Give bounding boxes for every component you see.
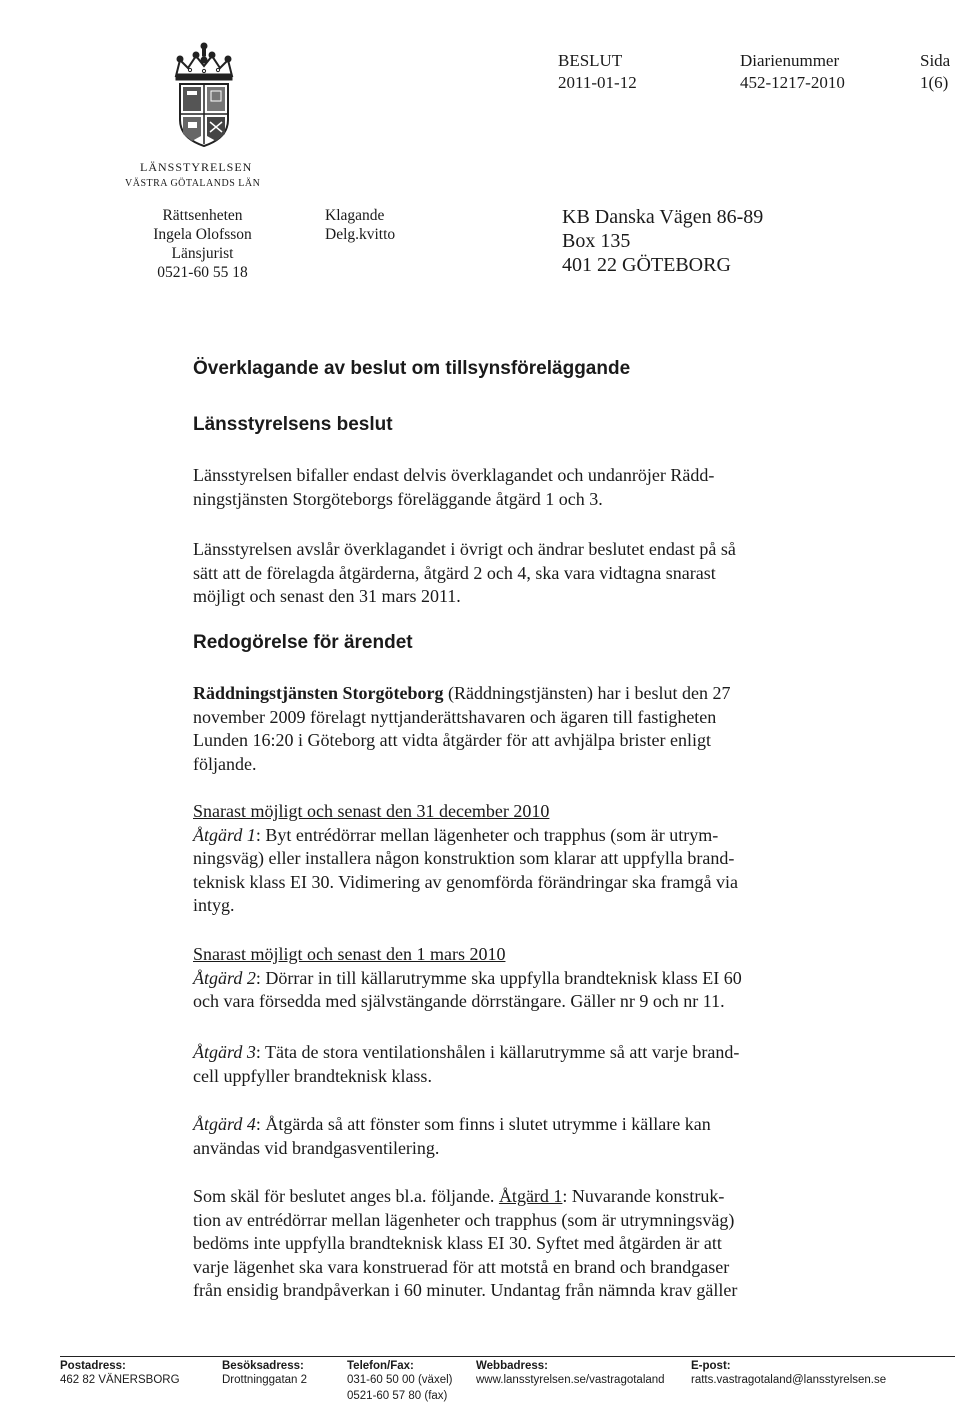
- action-label: Åtgärd 2: [193, 967, 256, 988]
- footer-web-label: Webbadress:: [476, 1360, 549, 1372]
- reg-number: 452-1217-2010: [740, 73, 845, 92]
- text-span: : Täta de stora ventilationshålen i källarutrymme så att varje brand-: [255, 1042, 740, 1062]
- footer-email-link[interactable]: ratts.vastragotaland@lansstyrelsen.se: [691, 1374, 887, 1386]
- footer-postal-value: 462 82 VÄNERSBORG: [60, 1374, 180, 1386]
- text-line: Lunden 16:20 i Göteborg att vidta åtgärder för att avhjälpa brister enligt: [193, 730, 712, 750]
- text-line: följande.: [193, 753, 257, 774]
- action-2-block: [193, 943, 818, 1014]
- footer-visit: [222, 1360, 307, 1388]
- agency-name: LÄNSSTYRELSEN: [140, 160, 253, 174]
- text-span: : Åtgärda så att fönster som finns i slutet utrymme i källare kan: [255, 1114, 711, 1134]
- doc-type: BESLUT: [558, 51, 623, 70]
- text-line: ningsväg) eller installera någon konstruktion som klarar att uppfylla brand-: [193, 848, 735, 868]
- action-label: Åtgärd 3: [193, 1042, 256, 1062]
- action-4-block: [193, 1113, 818, 1160]
- text-span: (Räddningstjänsten) har i beslut den 27: [443, 683, 731, 703]
- text-line: [193, 967, 818, 991]
- text-line: Länsstyrelsen avslår överklagandet i övrigt och ändrar beslutet endast på så: [193, 539, 736, 559]
- contact-block: [125, 206, 280, 282]
- contact-person: Ingela Olofsson: [153, 226, 252, 243]
- text-span: : Nuvarande konstruk-: [562, 1186, 725, 1206]
- appellant-block: [325, 206, 395, 244]
- contact-phone: 0521-60 55 18: [157, 264, 248, 281]
- action-label: Åtgärd 4: [193, 1114, 256, 1134]
- text-span: : Dörrar in till källarutrymme ska uppfylla brandteknisk klass EI 60: [255, 967, 742, 988]
- text-line: cell uppfyller brandteknisk klass.: [193, 1065, 432, 1086]
- paragraph-decision-2: [193, 538, 818, 609]
- action-3-block: [193, 1041, 818, 1088]
- text-line: varje lägenhet ska vara konstruerad för att motstå en brand och brandgaser: [193, 1256, 730, 1277]
- deadline-heading-1: Snarast möjligt och senast den 31 december 2010: [193, 801, 550, 821]
- delivery-method: Delg.kvitto: [325, 226, 396, 243]
- text-line: november 2009 förelagt nyttjanderättshavaren och ägaren till fastigheten: [193, 706, 717, 727]
- footer-visit-value: Drottninggatan 2: [222, 1374, 308, 1386]
- footer-phone-label: Telefon/Fax:: [347, 1360, 414, 1372]
- appellant-label: Klagande: [325, 207, 385, 224]
- paragraph-decision-1: [193, 464, 818, 511]
- text-line: sätt att de förelagda åtgärderna, åtgärd 2 och 4, ska vara vidtagna snarast: [193, 562, 716, 583]
- footer-email-label: E-post:: [691, 1360, 731, 1372]
- footer-postal: [60, 1360, 180, 1388]
- footer-fax-value: 0521-60 57 80 (fax): [347, 1390, 448, 1402]
- footer-visit-label: Besöksadress:: [222, 1360, 304, 1372]
- section-heading-decision: Länsstyrelsens beslut: [193, 414, 393, 435]
- contact-unit: Rättsenheten: [162, 207, 243, 224]
- recipient-address: [562, 205, 763, 277]
- paragraph-reasons: [193, 1185, 818, 1303]
- text-line: möjligt och senast den 31 mars 2011.: [193, 586, 461, 606]
- text-line: [193, 1185, 818, 1209]
- text-span: Som skäl för beslutet anges bl.a. följande.: [193, 1186, 499, 1206]
- contact-role: Länsjurist: [171, 245, 234, 262]
- footer-phone-value: 031-60 50 00 (växel): [347, 1374, 453, 1386]
- footer-email: [691, 1360, 886, 1388]
- text-line: intyg.: [193, 895, 235, 915]
- section-heading-account: Redogörelse för ärendet: [193, 632, 413, 653]
- text-line: [193, 824, 818, 848]
- authority-name: Räddningstjänsten Storgöteborg: [193, 683, 444, 703]
- deadline-heading-2: Snarast möjligt och senast den 1 mars 2010: [193, 944, 506, 964]
- recipient-line2: Box 135: [562, 230, 631, 252]
- text-line: tion av entrédörrar mellan lägenheter och trapphus (som är utrymningsväg): [193, 1209, 735, 1230]
- text-line: bedöms inte uppfylla brandteknisk klass EI 30. Syftet med åtgärden är att: [193, 1233, 722, 1253]
- action-label: Åtgärd 1: [193, 824, 256, 845]
- footer-postal-label: Postadress:: [60, 1360, 126, 1372]
- document-title: Överklagande av beslut om tillsynsföreläggande: [193, 358, 631, 379]
- text-line: [193, 1113, 818, 1137]
- text-line: och vara försedda med självstängande dörrstängare. Gäller nr 9 och nr 11.: [193, 991, 725, 1011]
- text-line: teknisk klass EI 30. Vidimering av genomförda förändringar ska framgå via: [193, 871, 738, 892]
- text-line: [193, 682, 818, 706]
- text-line: från ensidig brandpåverkan i 60 minuter. Undantag från nämnda krav gäller: [193, 1280, 738, 1300]
- text-line: ningstjänsten Storgöteborgs föreläggande åtgärd 1 och 3.: [193, 488, 603, 509]
- text-line: Länsstyrelsen bifaller endast delvis överklagandet och undanröjer Rädd-: [193, 465, 715, 485]
- coat-of-arms-icon: [170, 40, 238, 148]
- doc-date: 2011-01-12: [558, 73, 637, 92]
- text-line: [193, 1041, 818, 1065]
- footer-web-link[interactable]: www.lansstyrelsen.se/vastragotaland: [476, 1374, 665, 1386]
- footer-phone: [347, 1360, 452, 1404]
- paragraph-account: [193, 682, 818, 776]
- text-span: : Byt entrédörrar mellan lägenheter och trapphus (som är utrym-: [255, 824, 719, 845]
- recipient-line3: 401 22 GÖTEBORG: [562, 254, 731, 276]
- agency-county: VÄSTRA GÖTALANDS LÄN: [125, 178, 261, 189]
- action-reference: Åtgärd 1: [498, 1186, 563, 1206]
- page-label: Sida: [920, 51, 951, 70]
- page-value: 1(6): [920, 73, 949, 92]
- footer-divider: [60, 1356, 955, 1357]
- text-line: användas vid brandgasventilering.: [193, 1137, 440, 1158]
- footer-web: [476, 1360, 665, 1388]
- reg-label: Diarienummer: [740, 51, 840, 70]
- action-1-block: [193, 800, 818, 918]
- recipient-line1: KB Danska Vägen 86-89: [562, 206, 764, 228]
